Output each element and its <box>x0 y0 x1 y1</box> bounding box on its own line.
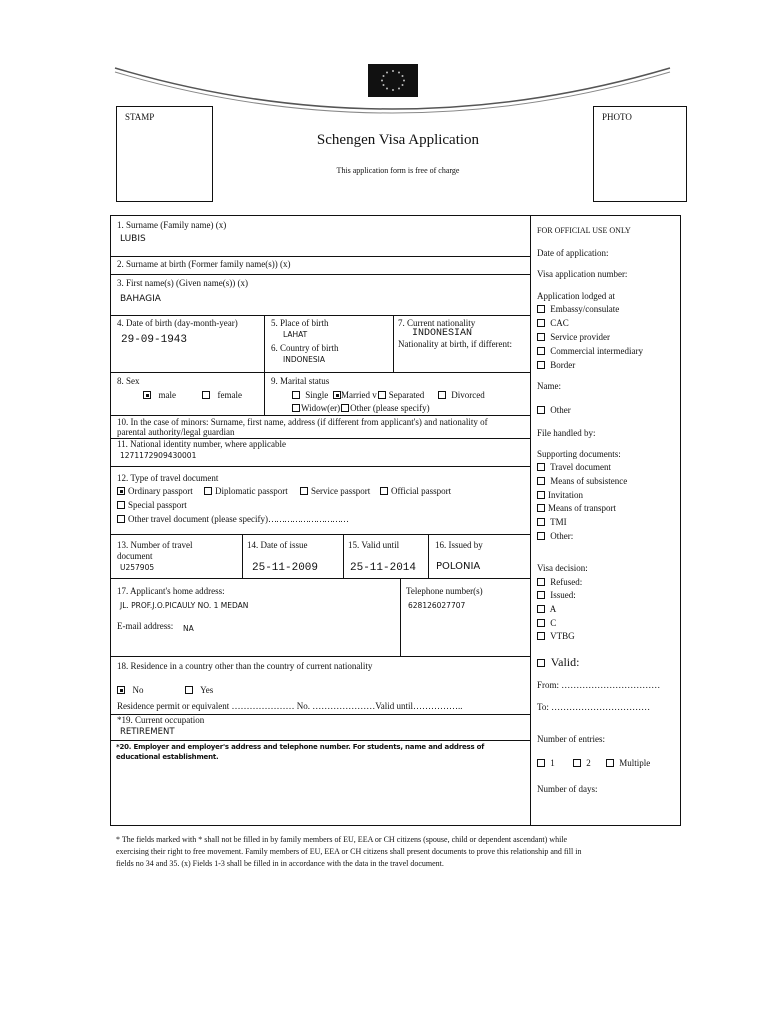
doc-diplomatic-option[interactable]: Diplomatic passport <box>204 486 288 497</box>
marital-widow-option[interactable]: Widow(er) Other (please specify) <box>292 403 430 414</box>
residence-yes-checkbox[interactable] <box>185 686 193 694</box>
marital-single-checkbox[interactable] <box>292 391 300 399</box>
official-supporting-docs: Supporting documents: <box>537 449 621 459</box>
field-17-email-label: E-mail address: <box>117 621 174 631</box>
official-file-handled: File handled by: <box>537 428 596 438</box>
field-20-label-2: educational establishment. <box>116 753 219 761</box>
field-6-country-of-birth[interactable]: INDONESIA <box>283 355 325 364</box>
marital-other-checkbox[interactable] <box>341 404 349 412</box>
doc-special-checkbox[interactable] <box>117 501 125 509</box>
official-commercial[interactable]: Commercial intermediary <box>537 346 643 357</box>
residence-no-option[interactable]: No <box>117 685 144 696</box>
field-10-label-2: parental authority/legal guardian <box>117 427 235 437</box>
official-date-of-application: Date of application: <box>537 248 609 258</box>
official-number-entries: Number of entries: <box>537 734 605 744</box>
field-5-label: 5. Place of birth <box>271 318 329 328</box>
marital-married-option[interactable]: Married v Separated <box>333 390 424 401</box>
official-other2[interactable]: Other: <box>537 531 573 542</box>
field-4-dob[interactable]: 29-09-1943 <box>121 334 188 346</box>
doc-special-option[interactable]: Special passport <box>117 500 187 511</box>
other2-checkbox[interactable] <box>537 532 545 540</box>
field-10-label: 10. In the case of minors: Surname, first name, address (if different from applicant's) and nationality of <box>117 417 488 427</box>
official-valid[interactable]: Valid: <box>537 655 579 669</box>
footnote-line-3: fields no 34 and 35. (x) Fields 1-3 shall be filled in in accordance with the data in the travel document. <box>116 859 444 868</box>
cac-checkbox[interactable] <box>537 319 545 327</box>
official-tmi[interactable]: TMI <box>537 517 567 528</box>
field-17-home-address[interactable]: JL. PROF.J.O.PICAULY NO. 1 MEDAN <box>120 601 249 610</box>
sex-male-option[interactable]: male <box>143 390 176 401</box>
field-14-date-of-issue[interactable]: 25-11-2009 <box>252 562 319 574</box>
official-from: From: …………………………… <box>537 680 661 690</box>
tmi-checkbox[interactable] <box>537 518 545 526</box>
c-checkbox[interactable] <box>537 619 545 627</box>
official-to: To: …………………………… <box>537 702 651 712</box>
marital-married-checkbox[interactable] <box>333 391 341 399</box>
embassy-checkbox[interactable] <box>537 305 545 313</box>
doc-ordinary-checkbox[interactable] <box>117 487 125 495</box>
sex-female-option[interactable]: female <box>202 390 242 401</box>
sex-male-checkbox[interactable] <box>143 391 151 399</box>
footnote-line-1: * The fields marked with * shall not be filled in by family members of EU, EEA or CH citizens (spouse, child or dependent ascendant) while <box>116 835 568 844</box>
page-title: Schengen Visa Application <box>316 132 480 148</box>
residence-no-checkbox[interactable] <box>117 686 125 694</box>
issued-checkbox[interactable] <box>537 591 545 599</box>
field-16-issued-by[interactable]: POLONIA <box>436 561 481 572</box>
field-4-label: 4. Date of birth (day-month-year) <box>117 318 238 328</box>
official-a[interactable]: A <box>537 604 556 615</box>
marital-widow-checkbox[interactable] <box>292 404 300 412</box>
field-13-label: 13. Number of travel <box>117 540 193 550</box>
residence-yes-option[interactable]: Yes <box>185 685 213 696</box>
invitation-checkbox[interactable] <box>537 491 545 499</box>
photo-label: PHOTO <box>602 112 632 122</box>
field-17-label: 17. Applicant's home address: <box>117 586 225 596</box>
doc-service-checkbox[interactable] <box>300 487 308 495</box>
footnote <box>116 834 676 870</box>
means-transport-checkbox[interactable] <box>537 504 545 512</box>
travel-document-checkbox[interactable] <box>537 463 545 471</box>
other-checkbox[interactable] <box>537 406 545 414</box>
official-embassy[interactable]: Embassy/consulate <box>537 304 619 315</box>
field-19-label: *19. Current occupation <box>117 715 205 725</box>
field-18-label: 18. Residence in a country other than the country of current nationality <box>117 661 373 671</box>
field-18-permit: Residence permit or equivalent ………………… No. …………………Valid until…………….. <box>117 701 463 711</box>
official-number-days: Number of days: <box>537 784 598 794</box>
field-3-label: 3. First name(s) (Given name(s)) (x) <box>117 278 248 288</box>
official-service-provider[interactable]: Service provider <box>537 332 610 343</box>
official-cac[interactable]: CAC <box>537 318 569 329</box>
page-subtitle: This application form is free of charge <box>336 166 460 175</box>
official-lodged-at: Application lodged at <box>537 291 615 301</box>
field-13-doc-number[interactable]: U257905 <box>120 563 155 572</box>
official-visa-decision: Visa decision: <box>537 563 588 573</box>
field-8-label: 8. Sex <box>117 376 140 386</box>
field-11-label: 11. National identity number, where applicable <box>117 439 287 449</box>
official-means-transport[interactable]: Means of transport <box>537 503 616 514</box>
official-refused[interactable]: Refused: <box>537 577 582 588</box>
entries-two-checkbox[interactable] <box>573 759 581 767</box>
official-invitation[interactable]: Invitation <box>537 490 583 501</box>
official-heading: FOR OFFICIAL USE ONLY <box>537 226 631 235</box>
marital-single-option[interactable]: Single <box>292 390 328 401</box>
commercial-checkbox[interactable] <box>537 347 545 355</box>
stamp-box <box>116 106 213 202</box>
doc-official-checkbox[interactable] <box>380 487 388 495</box>
doc-other-checkbox[interactable] <box>117 515 125 523</box>
field-13-label-2: document <box>117 551 153 561</box>
means-subsistence-checkbox[interactable] <box>537 477 545 485</box>
photo-box <box>593 106 687 202</box>
valid-checkbox[interactable] <box>537 659 545 667</box>
eu-flag-icon <box>368 64 418 97</box>
official-issued[interactable]: Issued: <box>537 590 576 601</box>
service-provider-checkbox[interactable] <box>537 333 545 341</box>
entries-one-checkbox[interactable] <box>537 759 545 767</box>
doc-ordinary-option[interactable]: Ordinary passport <box>117 486 193 497</box>
field-7-label: 7. Current nationality <box>398 318 476 328</box>
vtbg-checkbox[interactable] <box>537 632 545 640</box>
field-16-label: 16. Issued by <box>435 540 483 550</box>
marital-separated-checkbox[interactable] <box>378 391 386 399</box>
official-other[interactable]: Other <box>537 405 571 416</box>
official-name: Name: <box>537 381 561 391</box>
a-checkbox[interactable] <box>537 605 545 613</box>
stamp-label: STAMP <box>125 112 155 122</box>
field-6-label: 6. Country of birth <box>271 343 339 353</box>
marital-divorced-checkbox[interactable] <box>438 391 446 399</box>
field-1-label: 1. Surname (Family name) (x) <box>117 220 227 230</box>
field-17-phone-label: Telephone number(s) <box>406 586 483 596</box>
official-visa-app-number: Visa application number: <box>537 269 628 279</box>
field-9-label: 9. Marital status <box>271 376 330 386</box>
field-17-email[interactable]: NA <box>183 624 194 633</box>
field-19-occupation[interactable]: RETIREMENT <box>120 727 175 737</box>
field-12-label: 12. Type of travel document <box>117 473 219 483</box>
official-c[interactable]: C <box>537 618 556 629</box>
marital-divorced-option[interactable]: Divorced <box>438 390 485 401</box>
field-2-label: 2. Surname at birth (Former family name(s)) (x) <box>117 259 291 269</box>
entries-one-option[interactable]: 1 <box>537 758 555 769</box>
field-15-valid-until[interactable]: 25-11-2014 <box>350 562 417 574</box>
field-17-phone[interactable]: 628126027707 <box>408 601 466 610</box>
border-checkbox[interactable] <box>537 361 545 369</box>
field-15-label: 15. Valid until <box>348 540 400 550</box>
official-means-subsistence[interactable]: Means of subsistence <box>537 476 627 487</box>
field-7-nationality[interactable]: INDONESIAN <box>412 328 473 339</box>
doc-official-option[interactable]: Official passport <box>380 486 451 497</box>
field-7-birth-label: Nationality at birth, if different: <box>398 339 513 349</box>
entries-multiple-checkbox[interactable] <box>606 759 614 767</box>
field-3-first-name[interactable]: BAHAGIA <box>120 294 161 304</box>
official-border[interactable]: Border <box>537 360 575 371</box>
field-20-label: *20. Employer and employer's address and telephone number. For students, name and address of <box>116 743 485 751</box>
entries-two-option[interactable]: 2 <box>573 758 591 769</box>
doc-service-option[interactable]: Service passport <box>300 486 370 497</box>
field-14-label: 14. Date of issue <box>247 540 308 550</box>
doc-other-option[interactable]: Other travel document (please specify)………………………… <box>117 514 348 525</box>
official-divider <box>530 215 531 826</box>
field-1-surname[interactable]: LUBIS <box>120 234 146 244</box>
footnote-line-2: exercising their right to free movement. Family members of EU, EEA or CH citizens shall present documents to prove this relationship and fill in <box>116 847 582 856</box>
sex-female-checkbox[interactable] <box>202 391 210 399</box>
doc-diplomatic-checkbox[interactable] <box>204 487 212 495</box>
refused-checkbox[interactable] <box>537 578 545 586</box>
official-travel-document[interactable]: Travel document <box>537 462 611 473</box>
entries-multiple-option[interactable]: Multiple <box>606 758 650 769</box>
field-11-national-id[interactable]: 1271172909430001 <box>120 451 197 460</box>
official-vtbg[interactable]: VTBG <box>537 631 575 642</box>
field-5-place-of-birth[interactable]: LAHAT <box>283 330 308 339</box>
